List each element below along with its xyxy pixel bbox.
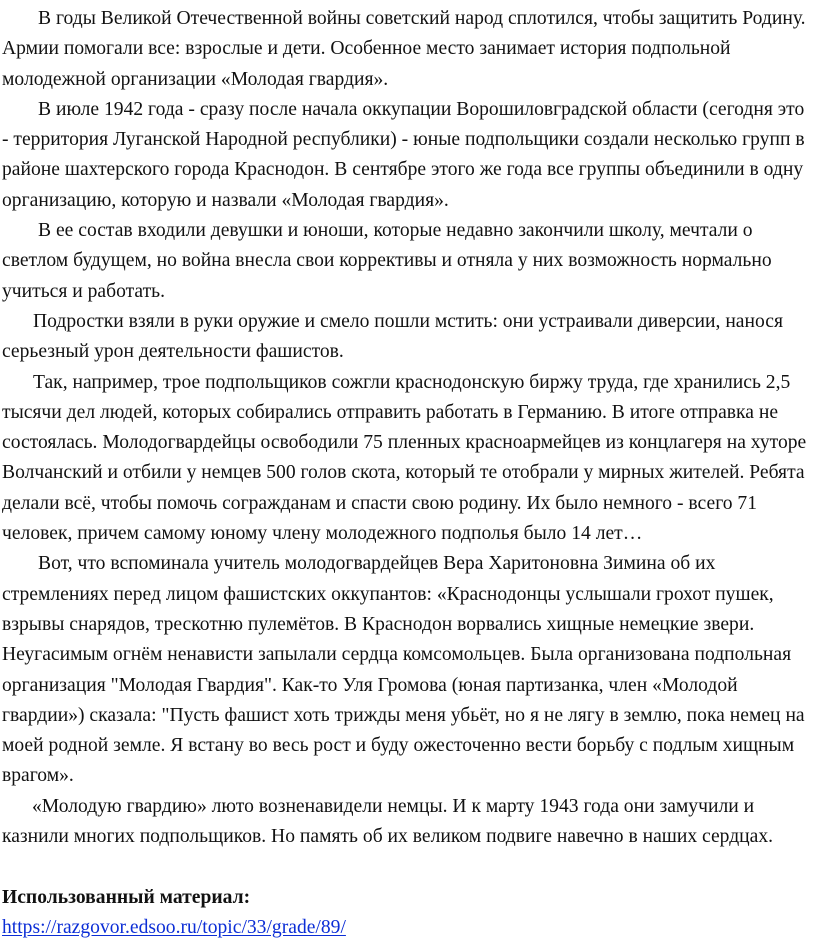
paragraph-intro: В годы Великой Отечественной войны советский народ сплотился, чтобы защитить Родину. Армии помогали все: взрослые и дети. Особенное место занимает история подпольной молодежной организации «Молодая гвардия». bbox=[2, 8, 806, 90]
paragraph-founding: В июле 1942 года - сразу после начала оккупации Ворошиловградской области (сегодня это - территория Луганской Народной республики) - юные подпольщики создали несколько групп в районе шахтерского города Краснодон. В сентябре этого же года все группы объединили в одну организацию, которую и назвали «Молодая гвардия». bbox=[2, 98, 805, 211]
paragraph-memoir: Вот, что вспоминала учитель молодогвардейцев Вера Харитоновна Зимина об их стремлениях перед лицом фашистских оккупантов: «Краснодонцы услышали грохот пушек, взрывы снарядов, трескотню пулемётов. В Краснодон ворвались хищные немецкие звери. Неугасимым огнём ненависти запылали сердца комсомольцев. Была организована подпольная организация "Молодая Гвардия". Как-то Уля Громова (юная партизанка, член «Молодой гвардии») сказала: "Пусть фашист хоть трижды меня убьёт, но я не лягу в землю, пока немец на моей родной земле. Я встану во весь рост и буду ожесточенно вести борьбу с подлым хищным врагом». bbox=[2, 553, 805, 787]
paragraph-members: В ее состав входили девушки и юноши, которые недавно закончили школу, мечтали о светлом будущем, но война внесла свои коррективы и отняла у них возможность нормально учиться и работать. bbox=[2, 220, 772, 302]
source-link[interactable]: https://razgovor.edsoo.ru/topic/33/grade/89/ bbox=[2, 916, 346, 938]
source-heading: Использованный материал: bbox=[2, 886, 251, 908]
paragraph-sabotage: Подростки взяли в руки оружие и смело пошли мстить: они устраивали диверсии, нанося серьезный урон деятельности фашистов. bbox=[2, 310, 783, 363]
paragraph-deeds: Так, например, трое подпольщиков сожгли краснодонскую биржу труда, где хранились 2,5 тысячи дел людей, которых собирались отправить работать в Германию. В итоге отправка не состоялась. Молодогвардейцы освободили 75 пленных красноармейцев из концлагеря на хуторе Волчанский и отбили у немцев 500 голов скота, который те отобрали у мирных жителей. Ребята делали всё, чтобы помочь согражданам и спасти свою родину. Их было немного - всего 71 человек, причем самому юному члену молодежного подполья было 14 лет… bbox=[2, 371, 807, 545]
blank-line bbox=[2, 852, 810, 882]
paragraph-memory: «Молодую гвардию» люто возненавидели немцы. И к марту 1943 года они замучили и казнили многих подпольщиков. Но память об их великом подвиге навечно в наших сердцах. bbox=[2, 795, 774, 848]
